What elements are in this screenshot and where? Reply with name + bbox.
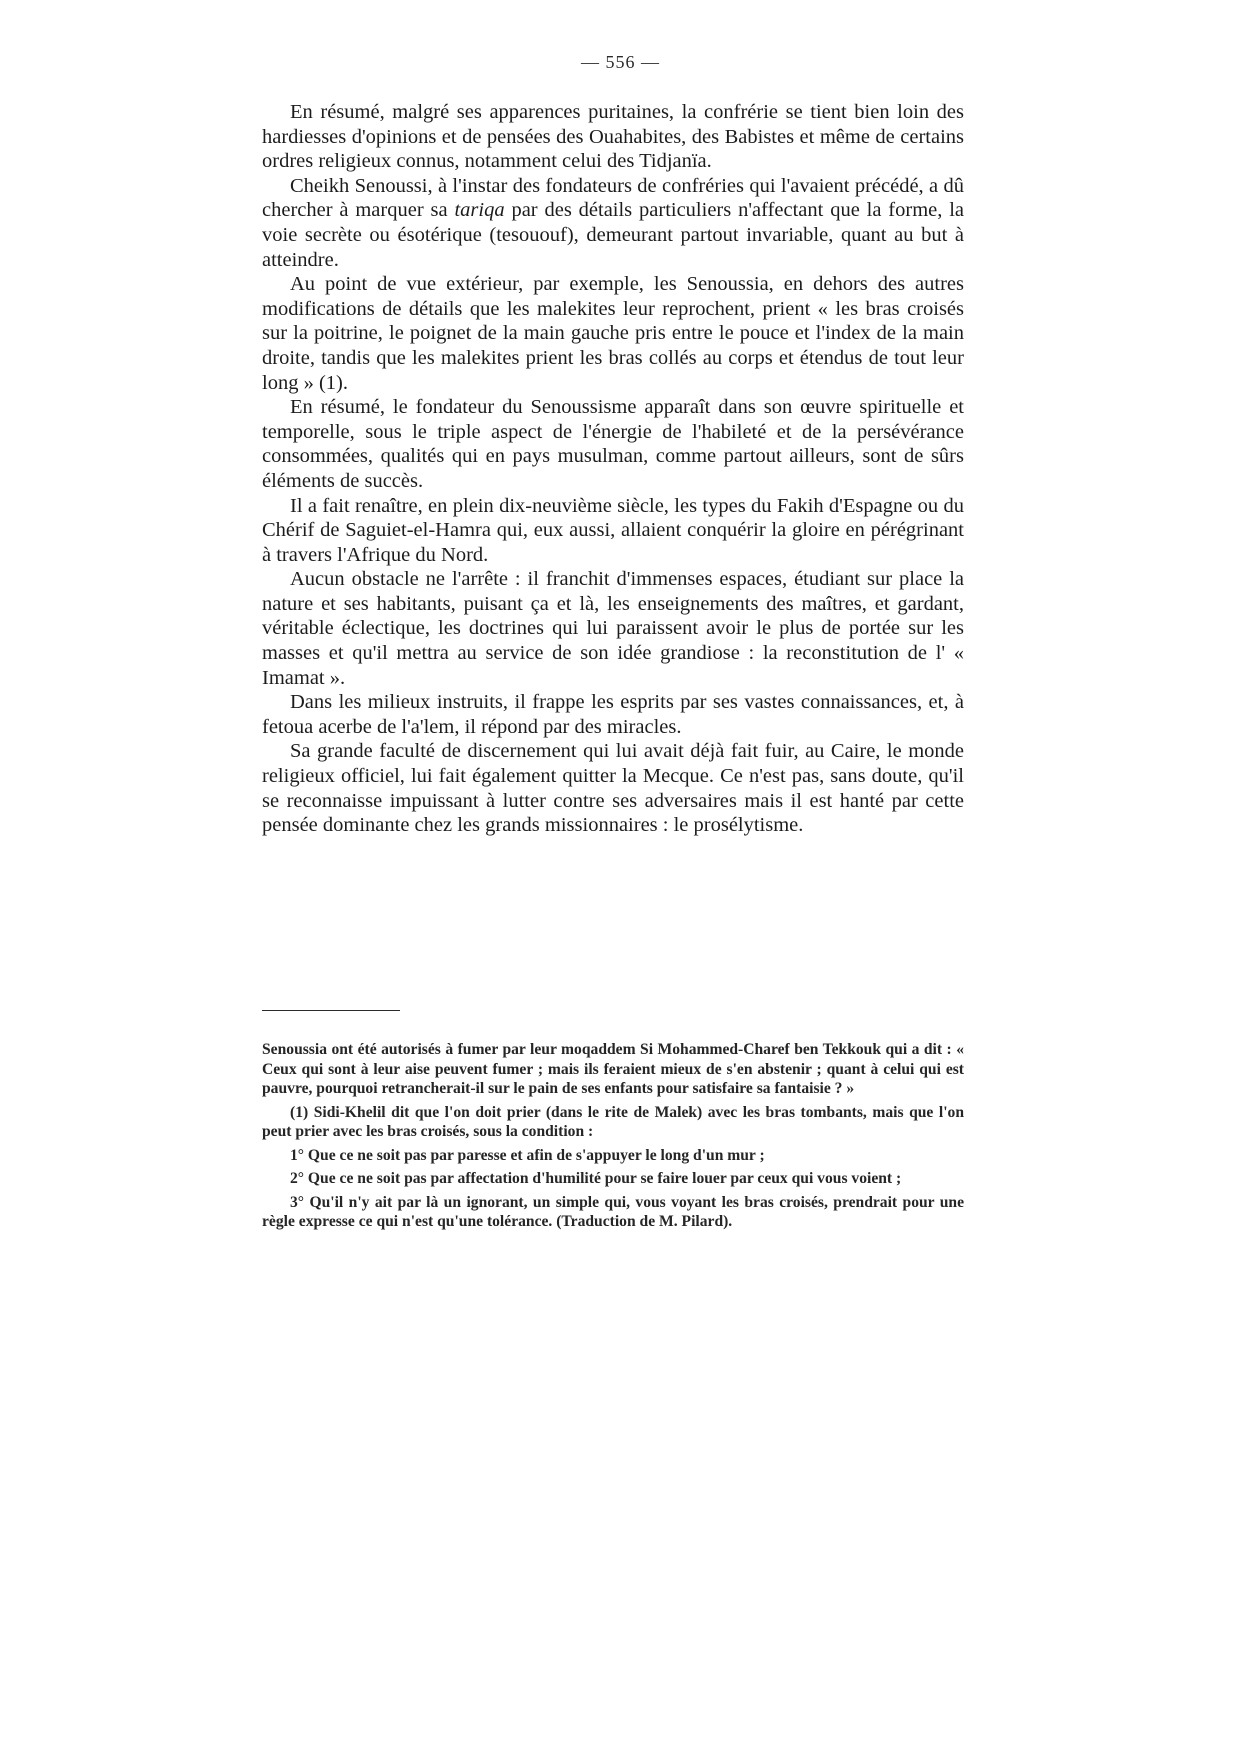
paragraph: Dans les milieux instruits, il frappe les esprits par ses vastes connaissances, et, à fetoua acerbe de l'a'lem, il répond par des miracles. (262, 691, 964, 738)
paragraph: Sa grande faculté de discernement qui lui avait déjà fait fuir, au Caire, le monde religieux officiel, lui fait également quitter la Mecque. Ce n'est pas, sans doute, qu'il se reconnaisse impuissant à lutter contre ses adversaires mais il est hanté par cette pensée dominante chez les grands missionnaires : le prosélytisme. (262, 740, 964, 837)
paragraph: Aucun obstacle ne l'arrête : il franchit d'immenses espaces, étudiant sur place la nature et ses habitants, puisant ça et là, les enseignements des maîtres, et gardant, véritable éclectique, les doctrines qui lui paraissent avoir le plus de portée sur les masses et qu'il mettra au service de son idée grandiose : la reconstitution de l' « Imamat ». (262, 568, 964, 689)
paragraph: En résumé, le fondateur du Senoussisme apparaît dans son œuvre spirituelle et temporelle, sous le triple aspect de l'énergie de l'habileté et de la persévérance consommées, qualités qui en pays musulman, comme partout ailleurs, sont de sûrs éléments de succès. (262, 396, 964, 492)
italic-term: tariqa (454, 199, 505, 222)
paragraph (262, 174, 964, 272)
page-number: — 556 — (581, 52, 660, 72)
paragraph: Au point de vue extérieur, par exemple, les Senoussia, en dehors des autres modifications de détails que les malekites leur reprochent, prient « les bras croisés sur la poitrine, le poignet de la main gauche pris entre le pouce et l'index de la main droite, tandis que les malekites prient les bras collés au corps et étendus de tout leur long » (1). (262, 273, 964, 394)
footnote: 2° Que ce ne soit pas par affectation d'humilité pour se faire louer par ceux qui vous voient ; (290, 1170, 902, 1187)
footnotes (262, 1040, 964, 1236)
paragraph-text: Cheikh Senoussi, à l'instar des fondateurs de confréries qui l'avaient précédé, a dû chercher à marquer sa (262, 174, 964, 222)
paragraph: En résumé, malgré ses apparences puritaines, la confrérie se tient bien loin des hardiesses d'opinions et de pensées des Ouahabites, des Babistes et même de certains ordres religieux connus, notamment celui des Tidjanïa. (262, 101, 964, 173)
main-text (262, 100, 964, 838)
footnote-divider (262, 1010, 400, 1011)
footnote: (1) Sidi-Khelil dit que l'on doit prier (dans le rite de Malek) avec les bras tombants, mais que l'on peut prier avec les bras croisés, sous la condition : (262, 1103, 964, 1140)
paragraph: Il a fait renaître, en plein dix-neuvième siècle, les types du Fakih d'Espagne ou du Chérif de Saguiet-el-Hamra qui, eux aussi, allaient conquérir la gloire en pérégrinant à travers l'Afrique du Nord. (262, 494, 964, 566)
paragraph-text: par des détails particuliers n'affectant que la forme, la voie secrète ou ésotérique (tesououf), demeurant partout invariable, quant au but à atteindre. (262, 199, 965, 271)
footnote: 3° Qu'il n'y ait par là un ignorant, un simple qui, vous voyant les bras croisés, prendrait pour une règle expresse ce qui n'est qu'une tolérance. (Traduction de M. Pilard). (262, 1193, 964, 1230)
footnote: 1° Que ce ne soit pas par paresse et afin de s'appuyer le long d'un mur ; (290, 1146, 765, 1164)
footnote: Senoussia ont été autorisés à fumer par leur moqaddem Si Mohammed-Charef ben Tekkouk qui a dit : « Ceux qui sont à leur aise peuvent fumer ; mais ils feraient mieux de s'en abstenir ; quant à celui qui est pauvre, pourquoi retrancherait-il sur le pain de ses enfants pour satisfaire sa fantaisie ? » (262, 1041, 964, 1097)
